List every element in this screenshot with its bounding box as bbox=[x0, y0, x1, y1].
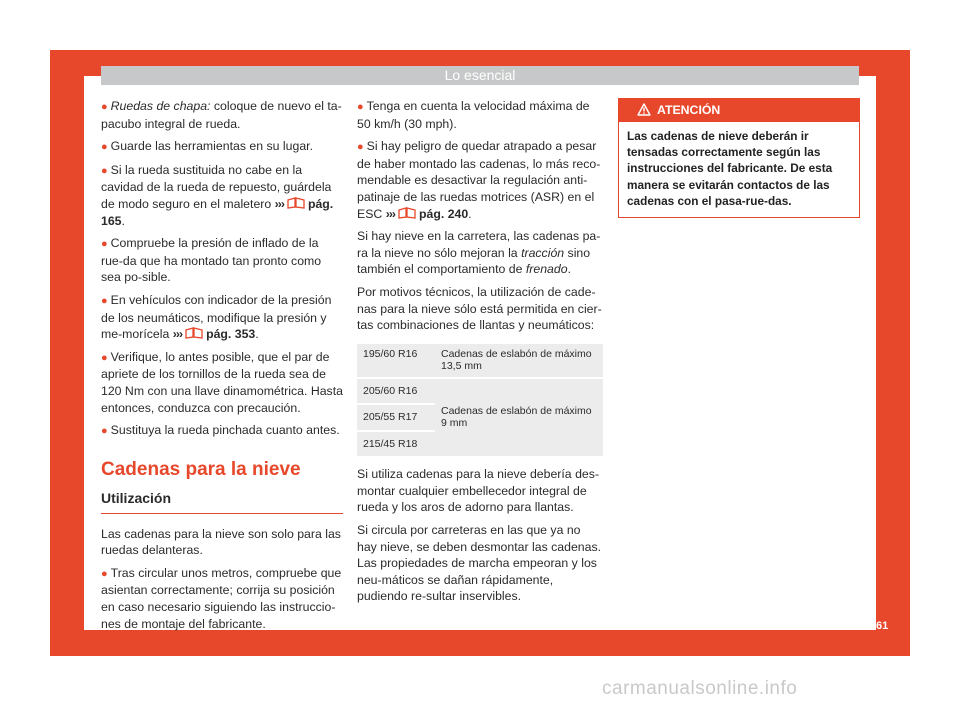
bullet-icon: ● bbox=[101, 164, 108, 177]
paragraph: Si utiliza cadenas para la nieve debería des-montar cualquier embellecedor integral de rueda y los aros de adorno para llantas. bbox=[357, 467, 599, 515]
paragraph: Por motivos técnicos, la utilización de cade-nas para la nieve sólo está permitida en cier-tas combinaciones de llantas y neumáticos: bbox=[357, 284, 602, 333]
book-reference-icon bbox=[185, 327, 203, 339]
book-reference-icon bbox=[287, 197, 305, 209]
bullet-item: ● Verifique, lo antes posible, que el par de apriete de los tornillos de la rueda sea de 120 Nm con una llave dinamométrica. Hasta entonces, conduzca con precaución. bbox=[101, 349, 343, 415]
bullet-icon: ● bbox=[101, 238, 108, 251]
book-reference-icon bbox=[398, 207, 416, 219]
bullet-item: ● Si hay peligro de quedar atrapado a pesar de haber montado las cadenas, lo más reco-mendable es desactivar la regulación anti-patinaje de las ruedas motrices (ASR) en el ESC ››› pág. 240. bbox=[357, 139, 601, 221]
warning-text: Las cadenas de nieve deberán ir tensadas correctamente según las instrucciones del fabricante. De esta manera se evitarán contactos de las cadenas con el pasa-rue-das. bbox=[627, 129, 833, 208]
bullet-item: ● Compruebe la presión de inflado de la rue-da que ha montado tan pronto como sea po-sible. bbox=[101, 236, 322, 285]
bullet-icon: ● bbox=[101, 351, 108, 364]
bullet-item: ● En vehículos con indicador de la presión de los neumáticos, modifique la presión y me-morícela ››› pág. 353. bbox=[101, 292, 332, 342]
warning-title: ATENCIÓN bbox=[657, 103, 721, 117]
table-cell-size: 205/60 R16 bbox=[357, 379, 435, 404]
bullet-icon: ● bbox=[101, 425, 108, 438]
bullet-item: ● Tenga en cuenta la velocidad máxima de 50 km/h (30 mph). bbox=[357, 99, 590, 131]
page-number: 61 bbox=[876, 620, 889, 632]
bullet-icon: ● bbox=[357, 141, 364, 154]
paragraph: Si hay nieve en la carretera, las cadenas pa-ra la nieve no sólo mejoran la tracción sino también el comportamiento de frenado. bbox=[357, 229, 601, 277]
header-title: Lo esencial bbox=[444, 67, 516, 83]
bullet-item: ● Si la rueda sustituida no cabe en la cavidad de la rueda de repuesto, guárdela de modo seguro en el maletero ››› pág. 165. bbox=[101, 162, 334, 228]
table-cell-chain: Cadenas de eslabón de máximo 13,5 mm bbox=[435, 344, 603, 377]
bullet-item: ● Guarde las herramientas en su lugar. bbox=[101, 139, 313, 154]
section-title: Cadenas para la nieve bbox=[101, 458, 301, 480]
reference-arrows: ››› bbox=[172, 327, 183, 342]
bullet-item: ● Ruedas de chapa: coloque de nuevo el ta-pacubo integral de rueda. bbox=[101, 99, 342, 131]
bullet-icon: ● bbox=[101, 294, 108, 307]
bullet-item: ● Tras circular unos metros, compruebe que asientan correctamente; corrija su posición en caso necesario siguiendo las instruccio-nes de montaje del fabricante. bbox=[101, 565, 342, 631]
warning-box bbox=[618, 98, 860, 218]
warning-header bbox=[619, 99, 859, 122]
table-row bbox=[357, 344, 603, 377]
reference-arrows: ››› bbox=[274, 196, 284, 211]
bullet-icon: ● bbox=[357, 101, 364, 113]
page-reference-link[interactable]: pág. 353 bbox=[206, 327, 256, 342]
reference-arrows: ››› bbox=[385, 206, 396, 221]
bullet-icon: ● bbox=[101, 101, 108, 113]
paragraph: Las cadenas para la nieve son solo para las ruedas delanteras. bbox=[101, 526, 341, 558]
table-cell-chain: Cadenas de eslabón de máximo 9 mm bbox=[435, 379, 603, 457]
bullet-icon: ● bbox=[101, 567, 108, 580]
table-cell-size: 215/45 R18 bbox=[357, 432, 435, 457]
column-left bbox=[101, 98, 343, 638]
page-reference-link[interactable]: pág. 240 bbox=[419, 206, 469, 221]
paragraph: Si circula por carreteras en las que ya no hay nieve, se deben desmontar las cadenas. Las propiedades de marcha empeoran y los neu-máticos se dañan rápidamente, pudiendo re-sultar inservibles. bbox=[357, 523, 602, 604]
column-middle bbox=[357, 98, 603, 611]
bullet-item: ● Sustituya la rueda pinchada cuanto antes. bbox=[101, 423, 340, 438]
watermark: carmanualsonline.info bbox=[602, 678, 798, 699]
table-cell-size: 205/55 R17 bbox=[357, 405, 435, 430]
subsection-title: Utilización bbox=[101, 488, 343, 514]
bullet-icon: ● bbox=[101, 141, 108, 154]
table-cell-size: 195/60 R16 bbox=[357, 344, 435, 377]
tire-chain-table bbox=[357, 342, 603, 459]
table-row bbox=[357, 379, 603, 404]
column-right bbox=[618, 98, 860, 218]
warning-triangle-icon bbox=[637, 103, 651, 116]
page-header bbox=[101, 66, 859, 85]
page-reference-link[interactable]: pág. 165 bbox=[101, 196, 334, 228]
